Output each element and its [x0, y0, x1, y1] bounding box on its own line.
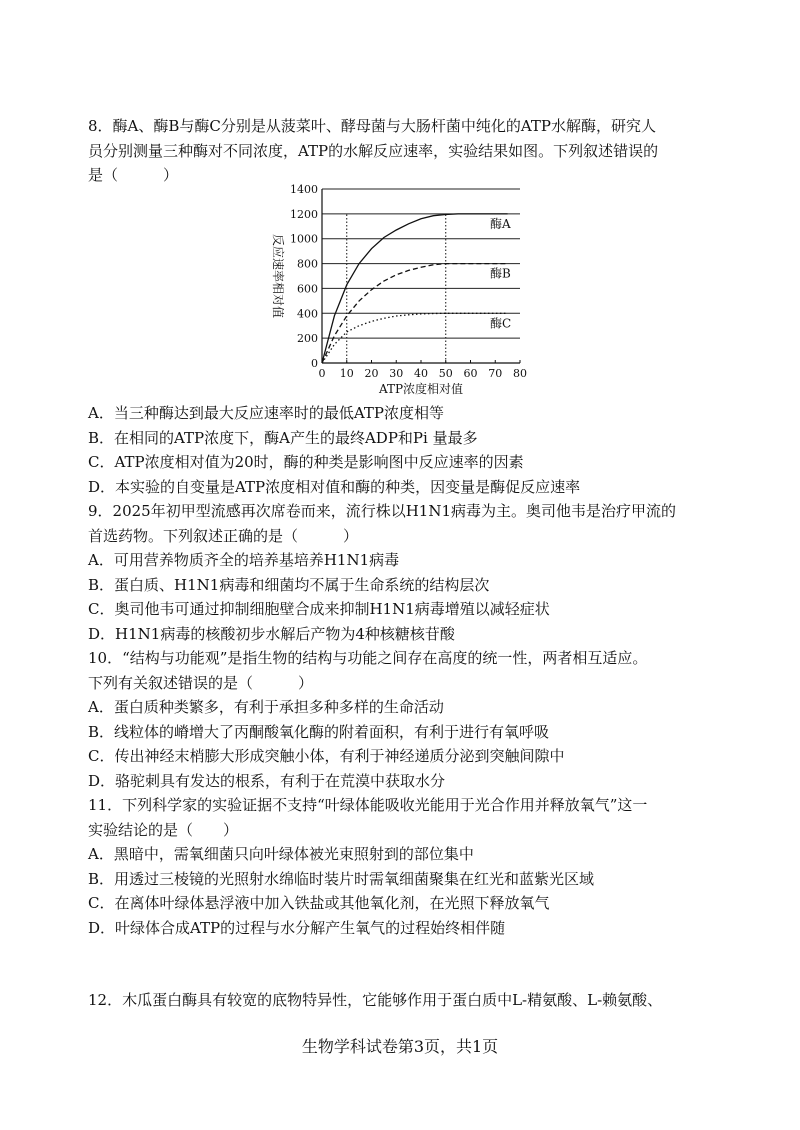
- q12-stem-line1: 12．木瓜蛋白酶具有较宽的底物特异性，它能够作用于蛋白质中L-精氨酸、L-赖氨酸、: [88, 991, 663, 1009]
- atp-enzyme-rate-chart: [262, 181, 537, 401]
- q8-stem-line1: 8．酶A、酶B与酶C分别是从菠菜叶、酵母菌与大肠杆菌中纯化的ATP水解酶，研究人: [88, 117, 656, 135]
- x-axis-title: ATP浓度相对值: [378, 382, 464, 396]
- x-tick-label: 10: [339, 367, 354, 380]
- series-label: 酶C: [490, 316, 512, 331]
- x-tick-label: 0: [318, 367, 326, 380]
- q10-option-d: D．骆驼刺具有发达的根系，有利于在荒漠中获取水分: [88, 772, 446, 790]
- chart-plot-area: [271, 183, 527, 396]
- q9-option-d: D．H1N1病毒的核酸初步水解后产物为4种核糖核苷酸: [88, 625, 455, 643]
- q10-stem-line2: 下列有关叙述错误的是（ ）: [88, 674, 314, 692]
- y-tick-label: 1200: [290, 207, 318, 221]
- q11-stem-line1: 11．下列科学家的实验证据不支持“叶绿体能吸收光能用于光合作用并释放氧气”这一: [88, 796, 648, 814]
- q10-stem-line1: 10．“结构与功能观”是指生物的结构与功能之间存在高度的统一性，两者相互适应。: [88, 649, 648, 667]
- q11-option-b: B．用透过三棱镜的光照射水绵临时装片时需氧细菌聚集在红光和蓝紫光区域: [88, 870, 595, 888]
- q10-option-c: C．传出神经末梢膨大形成突触小体，有利于神经递质分泌到突触间隙中: [88, 747, 565, 765]
- q11-stem-line2: 实验结论的是（ ）: [88, 821, 239, 839]
- x-tick-label: 30: [389, 367, 404, 380]
- x-tick-label: 60: [463, 367, 478, 380]
- q8-stem-line2: 员分别测量三种酶对不同浓度，ATP的水解反应速率，实验结果如图。下列叙述错误的: [88, 142, 659, 160]
- x-tick-label: 70: [488, 367, 503, 380]
- y-tick-label: 1400: [290, 183, 318, 196]
- q8-option-d: D．本实验的自变量是ATP浓度相对值和酶的种类，因变量是酶促反应速率: [88, 478, 581, 496]
- y-tick-label: 600: [297, 282, 318, 296]
- q8-stem-line3: 是（ ）: [88, 166, 179, 184]
- q11-option-a: A．黑暗中，需氧细菌只向叶绿体被光束照射到的部位集中: [88, 845, 474, 863]
- q9-option-b: B．蛋白质、H1N1病毒和细菌均不属于生命系统的结构层次: [88, 576, 490, 594]
- y-tick-label: 0: [311, 357, 318, 370]
- x-tick-label: 80: [513, 367, 527, 380]
- q11-option-d: D．叶绿体合成ATP的过程与水分解产生氧气的过程始终相伴随: [88, 919, 506, 937]
- y-tick-label: 1000: [290, 232, 318, 246]
- series-label: 酶B: [490, 266, 511, 281]
- x-tick-label: 40: [414, 367, 428, 380]
- y-tick-label: 400: [297, 307, 318, 321]
- y-tick-label: 800: [297, 257, 318, 271]
- y-tick-label: 200: [297, 332, 318, 346]
- q8-option-c: C．ATP浓度相对值为20时，酶的种类是影响图中反应速率的因素: [88, 453, 524, 471]
- q9-stem-line2: 首选药物。下列叙述正确的是（ ）: [88, 527, 359, 545]
- q11-option-c: C．在离体叶绿体悬浮液中加入铁盐或其他氧化剂，在光照下释放氧气: [88, 894, 550, 912]
- y-axis-title: 反应速率相对值: [271, 233, 285, 319]
- q8-option-b: B．在相同的ATP浓度下，酶A产生的最终ADP和Pi 量最多: [88, 429, 478, 447]
- q10-option-b: B．线粒体的嵴增大了丙酮酸氧化酶的附着面积，有利于进行有氧呼吸: [88, 723, 550, 741]
- x-tick-label: 50: [438, 367, 453, 380]
- q8-option-a: A．当三种酶达到最大反应速率时的最低ATP浓度相等: [88, 404, 444, 422]
- q9-option-c: C．奥司他韦可通过抑制细胞壁合成来抑制H1N1病毒增殖以减轻症状: [88, 600, 550, 618]
- page-footer: 生物学科试卷第3页，共1页: [301, 1037, 499, 1056]
- series-label: 酶A: [490, 216, 511, 231]
- q10-option-a: A．蛋白质种类繁多，有利于承担多种多样的生命活动: [88, 698, 444, 716]
- q9-option-a: A．可用营养物质齐全的培养基培养H1N1病毒: [88, 551, 400, 569]
- q9-stem-line1: 9．2025年初甲型流感再次席卷而来，流行株以H1N1病毒为主。奥司他韦是治疗甲流的: [88, 502, 677, 520]
- x-tick-label: 20: [364, 367, 379, 380]
